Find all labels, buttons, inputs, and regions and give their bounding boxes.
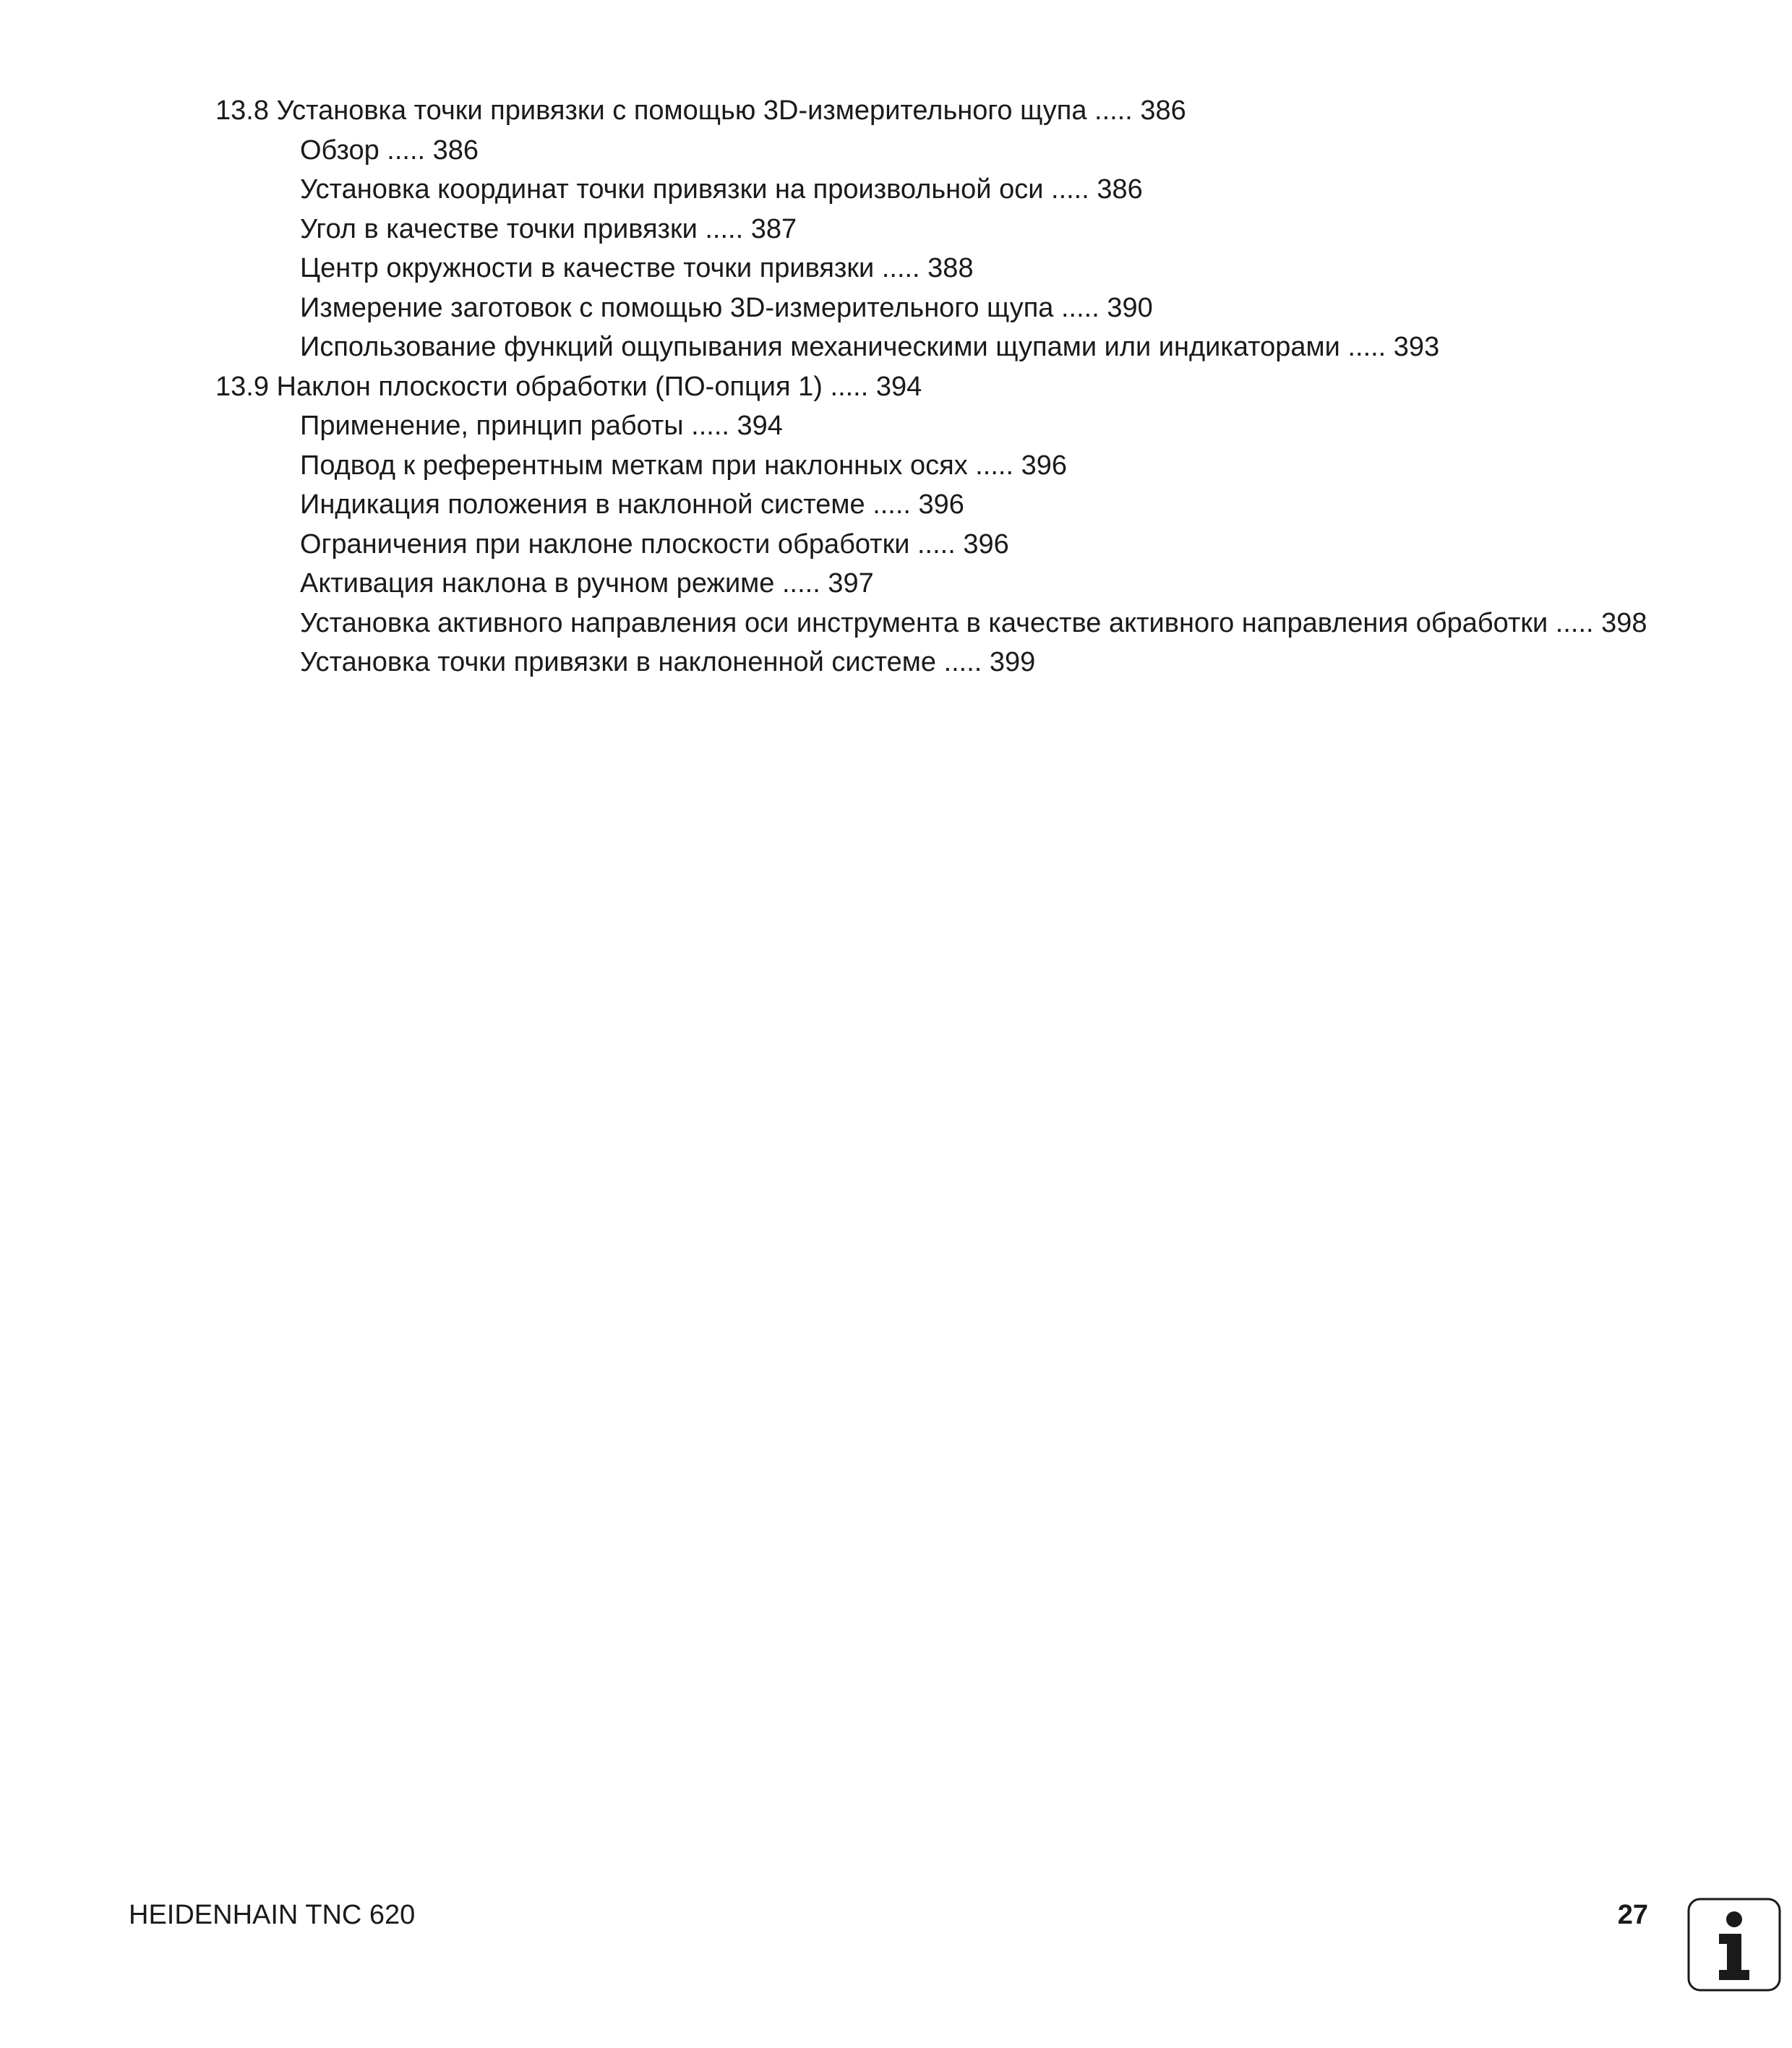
toc-subsection-entry[interactable]: Применение, принцип работы ..... 394	[300, 411, 783, 441]
info-icon	[1687, 1898, 1781, 1992]
toc-subsection-entry[interactable]: Установка координат точки привязки на произвольной оси ..... 386	[300, 174, 1143, 205]
table-of-contents	[215, 91, 1733, 682]
toc-subsection-entry[interactable]: Индикация положения в наклонной системе ..... 396	[300, 489, 964, 520]
toc-section-entry[interactable]: 13.9 Наклон плоскости обработки (ПО-опция 1) ..... 394	[215, 371, 922, 402]
toc-subsection-entry[interactable]: Активация наклона в ручном режиме ..... 397	[300, 568, 874, 599]
toc-subsection-entry[interactable]: Центр окружности в качестве точки привязки ..... 388	[300, 253, 974, 283]
toc-subsection-entry[interactable]: Использование функций ощупывания механическими щупами или индикаторами ..... 393	[300, 332, 1440, 362]
toc-subsection-entry[interactable]: Ограничения при наклоне плоскости обработки ..... 396	[300, 528, 1009, 560]
toc-section-entry[interactable]: 13.8 Установка точки привязки с помощью 3D-измерительного щупа ..... 386	[215, 95, 1186, 126]
page-number: 27	[1617, 1900, 1648, 1930]
toc-subsection-entry[interactable]: Угол в качестве точки привязки ..... 387	[300, 213, 797, 244]
toc-subsection-entry[interactable]: Установка активного направления оси инструмента в качестве активного направления обработки ..... 398	[300, 607, 1647, 638]
toc-subsection-entry[interactable]: Подвод к референтным меткам при наклонных осях ..... 396	[300, 450, 1067, 481]
toc-subsection-entry[interactable]: Установка точки привязки в наклоненной системе ..... 399	[300, 647, 1036, 677]
footer-product-title: HEIDENHAIN TNC 620	[129, 1900, 416, 1930]
toc-subsection-entry[interactable]: Обзор ..... 386	[300, 134, 479, 166]
toc-subsection-entry[interactable]: Измерение заготовок с помощью 3D-измерительного щупа ..... 390	[300, 292, 1153, 323]
